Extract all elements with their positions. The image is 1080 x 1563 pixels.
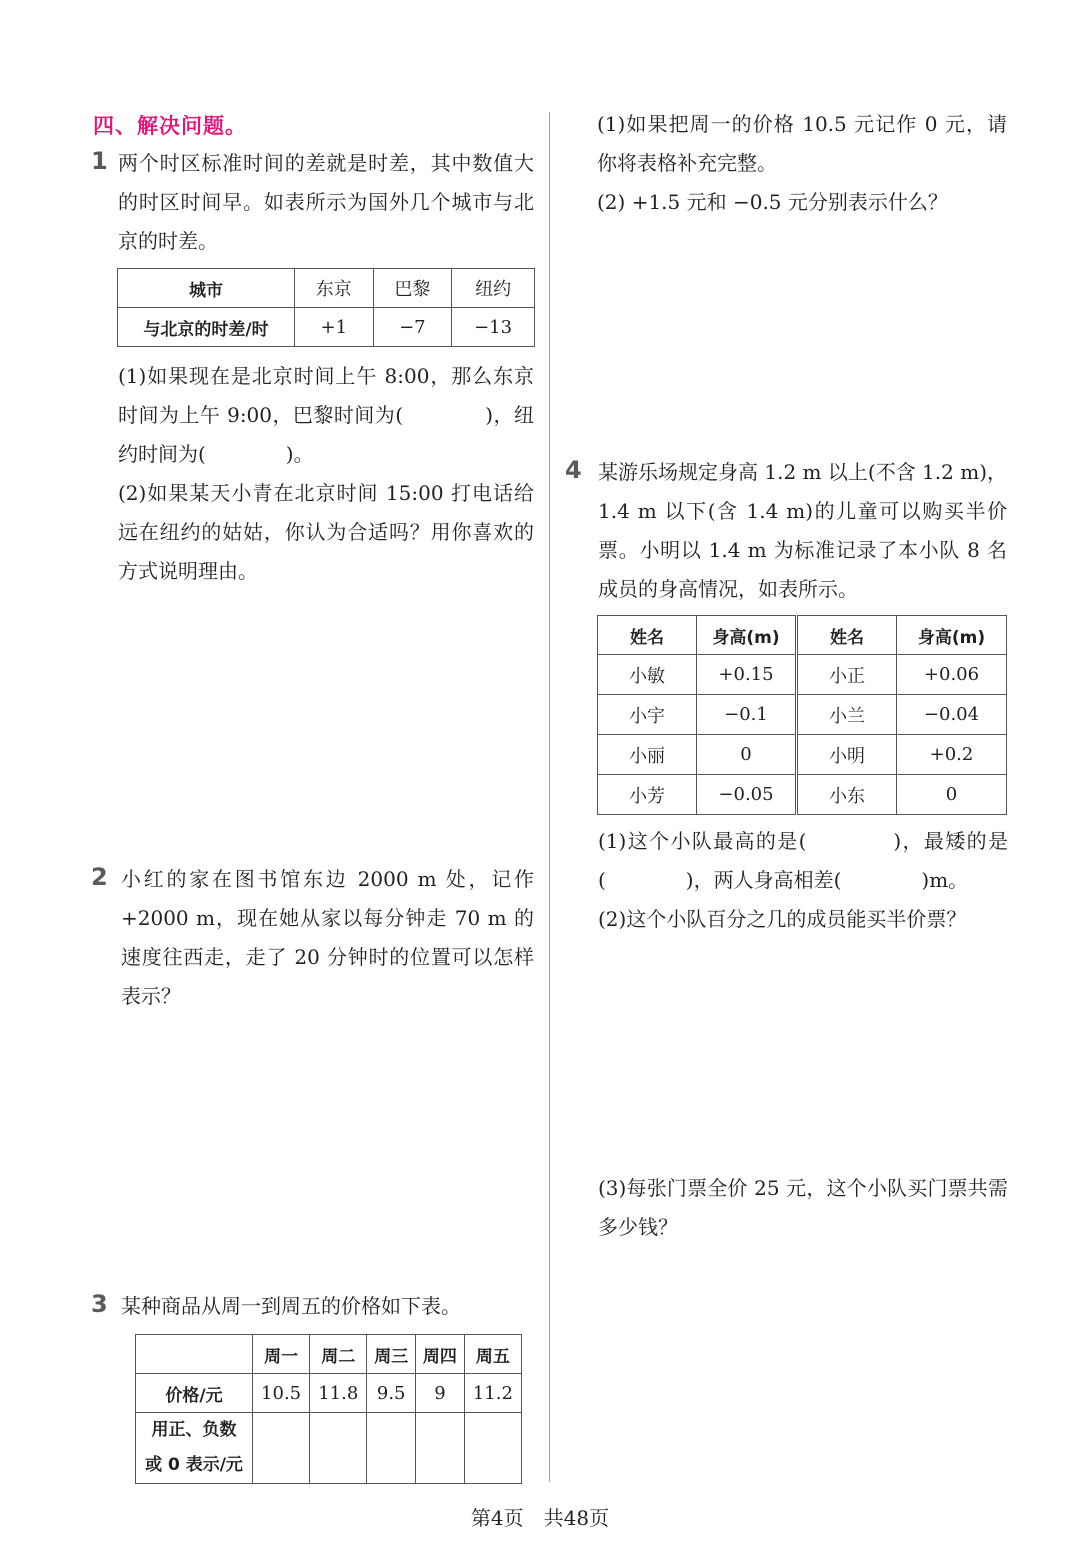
city-paris: 巴黎 xyxy=(373,269,452,308)
height-cell: 0 xyxy=(897,775,1007,815)
name-cell: 小丽 xyxy=(598,735,697,775)
signed-fri-blank xyxy=(464,1413,521,1484)
height-cell: 0 xyxy=(697,735,797,775)
name-cell: 小正 xyxy=(797,655,897,695)
height-cell: +0.2 xyxy=(897,735,1007,775)
col-height-right: 身高(m) xyxy=(897,616,1007,655)
price-thu: 9 xyxy=(416,1374,465,1413)
name-cell: 小敏 xyxy=(598,655,697,695)
diff-tokyo: +1 xyxy=(295,308,374,347)
question-2-number: 2 xyxy=(91,863,108,891)
price-table-corner xyxy=(136,1335,253,1374)
col-name-right: 姓名 xyxy=(797,616,897,655)
price-wed: 9.5 xyxy=(367,1374,416,1413)
price-table xyxy=(135,1334,522,1484)
signed-label xyxy=(136,1413,253,1484)
question-4-text: 某游乐场规定身高 1.2 m 以上(不含 1.2 m)，1.4 m 以下(含 1.4 m)的儿童可以购买半价票。小明以 1.4 m 为标准记录了本小队 8 名成员的身高情况，如表所示。 xyxy=(598,460,1007,601)
day-tue: 周二 xyxy=(310,1335,367,1374)
name-cell: 小芳 xyxy=(598,775,697,815)
question-1-number: 1 xyxy=(91,147,108,175)
page-footer: 第4页 共48页 xyxy=(470,1506,610,1530)
col-height-left: 身高(m) xyxy=(697,616,797,655)
question-4-part-1: (1)这个小队最高的是( )，最矮的是( )，两人身高相差( )m。 xyxy=(598,829,1008,892)
height-cell: −0.1 xyxy=(697,695,797,735)
signed-label-line-2: 或 0 表示/元 xyxy=(145,1455,243,1475)
price-mon: 10.5 xyxy=(253,1374,310,1413)
day-fri: 周五 xyxy=(464,1335,521,1374)
height-cell: −0.05 xyxy=(697,775,797,815)
table-header-city: 城市 xyxy=(118,269,295,308)
day-wed: 周三 xyxy=(367,1335,416,1374)
name-cell: 小兰 xyxy=(797,695,897,735)
height-cell: −0.04 xyxy=(897,695,1007,735)
day-thu: 周四 xyxy=(416,1335,465,1374)
column-divider xyxy=(549,112,550,1482)
city-tokyo: 东京 xyxy=(295,269,374,308)
question-3-part-2: (2) +1.5 元和 −0.5 元分别表示什么？ xyxy=(597,190,948,214)
question-4-part-3: (3)每张门票全价 25 元，这个小队买门票共需多少钱？ xyxy=(598,1176,1008,1239)
price-fri: 11.2 xyxy=(464,1374,521,1413)
question-3-part-1: (1)如果把周一的价格 10.5 元记作 0 元，请你将表格补充完整。 xyxy=(597,112,1007,175)
question-4-number: 4 xyxy=(565,456,582,484)
name-cell: 小宇 xyxy=(598,695,697,735)
table-header-diff: 与北京的时差/时 xyxy=(118,308,295,347)
day-mon: 周一 xyxy=(253,1335,310,1374)
col-name-left: 姓名 xyxy=(598,616,697,655)
time-difference-table xyxy=(117,268,535,347)
height-cell: +0.06 xyxy=(897,655,1007,695)
city-newyork: 纽约 xyxy=(452,269,535,308)
question-1-part-2: (2)如果某天小青在北京时间 15:00 打电话给远在纽约的姑姑，你认为合适吗？用你喜欢的方式说明理由。 xyxy=(118,481,534,583)
question-3-number: 3 xyxy=(91,1290,108,1318)
signed-thu-blank xyxy=(416,1413,465,1484)
section-title: 四、解决问题。 xyxy=(93,114,247,138)
signed-mon-blank xyxy=(253,1413,310,1484)
question-2-text: 小红的家在图书馆东边 2000 m 处，记作 +2000 m，现在她从家以每分钟走 70 m 的速度往西走，走了 20 分钟时的位置可以怎样表示？ xyxy=(121,867,534,1008)
signed-tue-blank xyxy=(310,1413,367,1484)
height-table xyxy=(597,615,1007,815)
question-3-text: 某种商品从周一到周五的价格如下表。 xyxy=(121,1294,461,1318)
price-label: 价格/元 xyxy=(136,1374,253,1413)
name-cell: 小明 xyxy=(797,735,897,775)
height-cell: +0.15 xyxy=(697,655,797,695)
price-tue: 11.8 xyxy=(310,1374,367,1413)
diff-paris: −7 xyxy=(373,308,452,347)
question-1-text: 两个时区标准时间的差就是时差，其中数值大的时区时间早。如表所示为国外几个城市与北京的时差。 xyxy=(118,151,534,253)
signed-label-line-1: 用正、负数 xyxy=(151,1420,237,1440)
diff-newyork: −13 xyxy=(452,308,535,347)
question-1-part-1: (1)如果现在是北京时间上午 8:00，那么东京时间为上午 9:00，巴黎时间为( )，纽约时间为( )。 xyxy=(118,364,534,466)
question-4-part-2: (2)这个小队百分之几的成员能买半价票？ xyxy=(598,907,967,931)
signed-wed-blank xyxy=(367,1413,416,1484)
name-cell: 小东 xyxy=(797,775,897,815)
